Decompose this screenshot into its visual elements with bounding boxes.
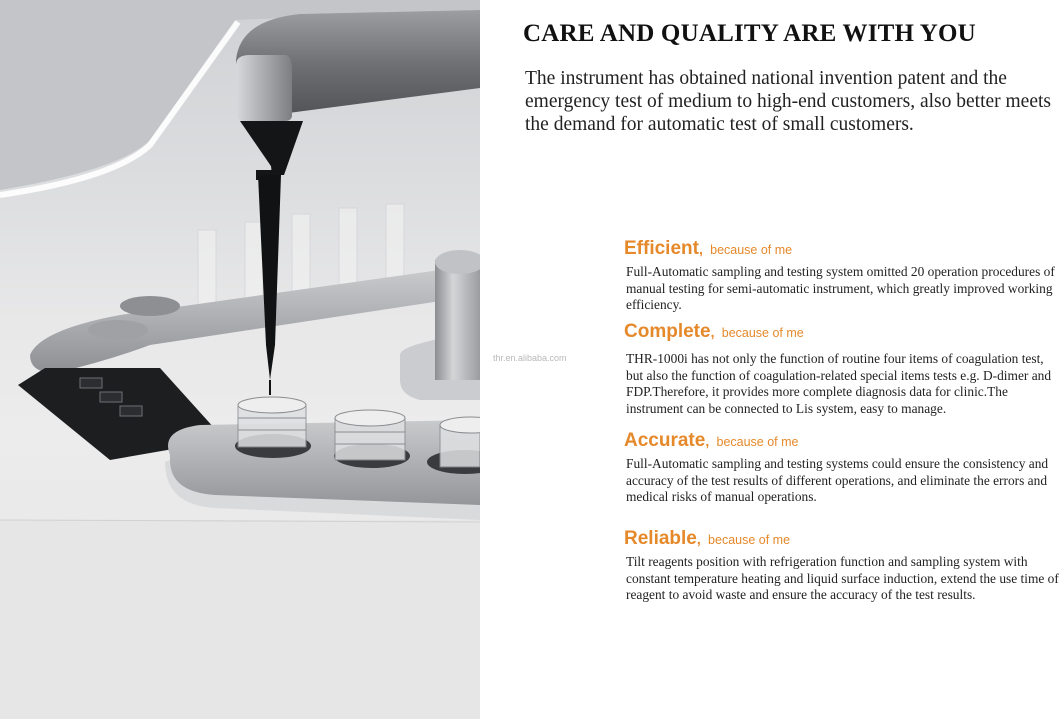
- feature-comma: ,: [698, 241, 703, 257]
- page-title: CARE AND QUALITY ARE WITH YOU: [523, 20, 976, 47]
- feature-title: Reliable: [624, 528, 697, 549]
- feature-body: Full-Automatic sampling and testing system omitted 20 operation procedures of manual testing for semi-automatic instrument, which greatly improved working efficiency.: [626, 264, 1055, 312]
- feature-title: Complete: [624, 321, 711, 342]
- feature-accurate: [624, 430, 1059, 506]
- feature-heading: [624, 321, 1059, 343]
- watermark: thr.en.alibaba.com: [493, 353, 567, 363]
- feature-comma: ,: [705, 433, 710, 449]
- feature-title: Efficient: [624, 238, 699, 259]
- feature-efficient: [624, 238, 1059, 314]
- feature-subtitle: because of me: [721, 326, 804, 340]
- feature-heading: [624, 430, 1059, 452]
- feature-complete: [624, 321, 1059, 417]
- vial-2: [334, 410, 410, 468]
- analyzer-illustration: [0, 0, 480, 719]
- feature-subtitle: because of me: [716, 435, 799, 449]
- feature-body: Tilt reagents position with refrigeration function and sampling system with constant temperature heating and liquid surface induction, extend the use time of reagent to avoid waste and ensure the accuracy of the test results.: [626, 554, 1059, 602]
- feature-body: THR-1000i has not only the function of routine four items of coagulation test, but also the function of coagulation-related special items tests e.g. D-dimer and FDP.Therefore, it provides more complete diagnosis data for clinic.The instrument can be connected to Lis system, easy to manage.: [626, 351, 1052, 416]
- feature-comma: ,: [696, 531, 701, 547]
- feature-subtitle: because of me: [708, 533, 791, 547]
- intro-paragraph: The instrument has obtained national invention patent and the emergency test of medium to high-end customers, also better meets the demand for automatic test of small customers.: [525, 68, 1051, 135]
- feature-reliable: [624, 528, 1059, 604]
- feature-subtitle: because of me: [710, 243, 793, 257]
- feature-heading: [624, 528, 1059, 550]
- feature-body: Full-Automatic sampling and testing systems could ensure the consistency and accuracy of the test results of different operations, and eliminate the errors and medical risks of manual operations.: [626, 456, 1049, 504]
- vial-1: [235, 397, 311, 458]
- feature-title: Accurate: [624, 430, 706, 451]
- feature-comma: ,: [710, 324, 715, 340]
- product-photo: [0, 0, 480, 719]
- feature-heading: [624, 238, 1059, 260]
